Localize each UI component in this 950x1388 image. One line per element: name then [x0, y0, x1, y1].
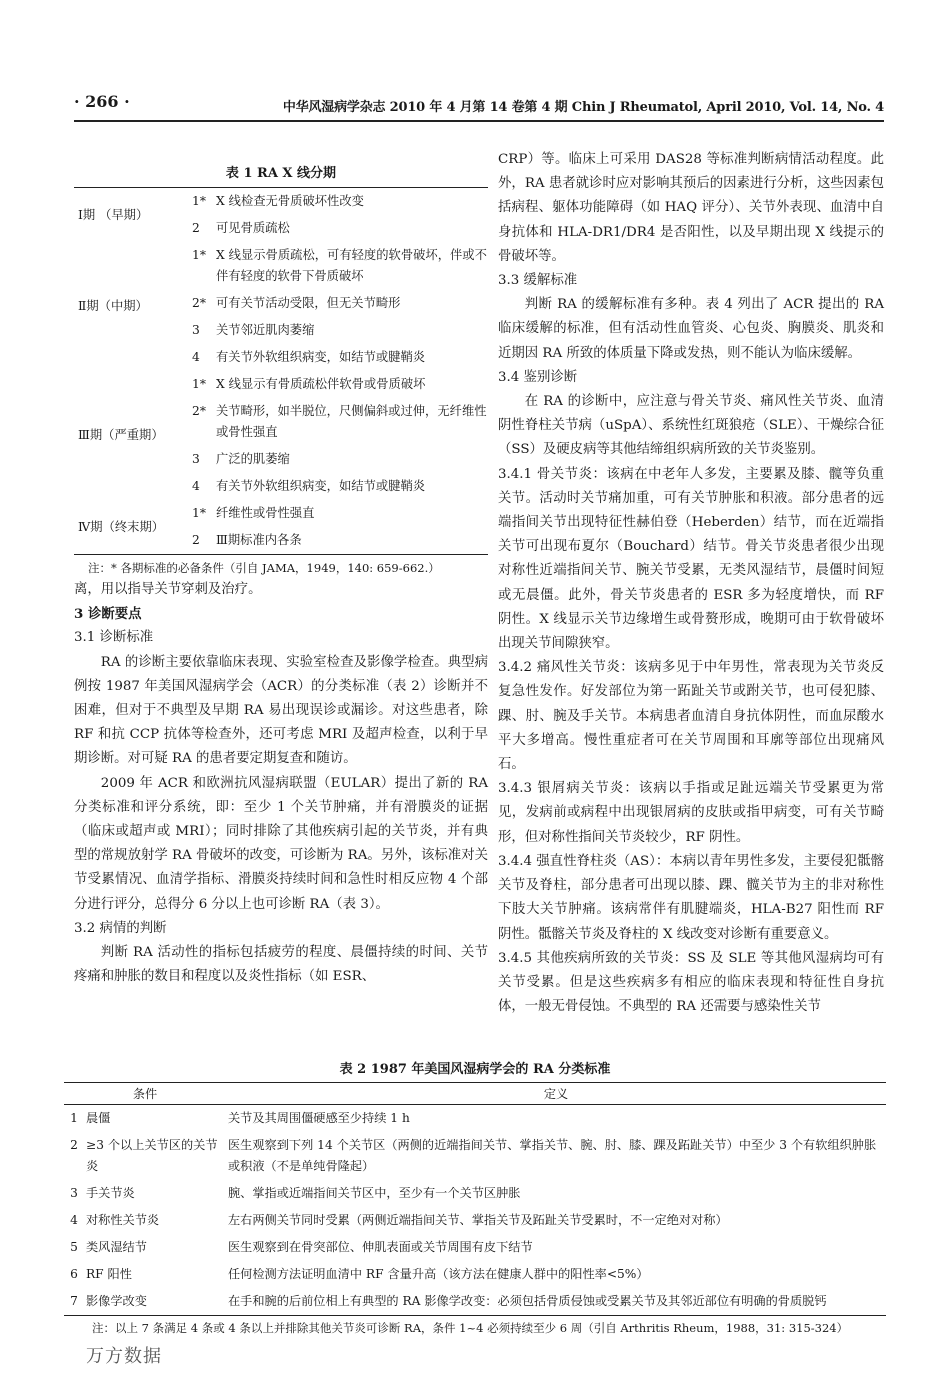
subsection-heading: 3.2 病情的判断	[74, 920, 167, 936]
stage-label: Ⅳ期（终末期）	[78, 519, 165, 534]
criterion-text: 可见骨质疏松	[216, 221, 290, 235]
criterion-text: 可有关节活动受限，但无关节畸形	[216, 296, 401, 310]
criterion-number: 2	[192, 533, 200, 547]
paragraph: 判断 RA 的缓解标准有多种。表 4 列出了 ACR 提出的 RA 临床缓解的标准，但有活动性血管炎、心包炎、胸膜炎、肌炎和近期因 RA 所致的体质量下降或发热，则不能认为临床缓解。	[498, 297, 884, 361]
table-2-note: 注：以上 7 条满足 4 条或 4 条以上并排除其他关节炎可诊断 RA，条件 1~4 必须持续至少 6 周（引自 Arthritis Rheum，1988，31: 315-324）	[92, 1321, 849, 1335]
column-header-definition: 定义	[226, 1083, 886, 1105]
paragraph: 判断 RA 活动性的指标包括疲劳的程度、晨僵持续的时间、关节疼痛和肿胀的数目和程度以及炎性指标（如 ESR、	[74, 945, 488, 985]
table-2-grid	[64, 1082, 886, 1316]
paragraph: 2009 年 ACR 和欧洲抗风湿病联盟（EULAR）提出了新的 RA 分类标准和评分系统，即：至少 1 个关节肿痛，并有滑膜炎的证据（临床或超声或 MRI）；同时排除了其他疾病引起的关节炎，并有典型的常规放射学 RA 骨破坏的改变，可诊断为 RA。另外，该标准对关节受累情况、血清学指标、滑膜炎持续时间和急性时相反应物 4 个部分进行评分，总得分 6 分以上也可诊断 RA（表 3）。	[74, 775, 488, 912]
row-definition: 关节及其周围僵硬感至少持续 1 h	[228, 1111, 410, 1125]
row-number: 7	[64, 1288, 84, 1316]
criterion-text: Ⅲ期标准内各条	[216, 533, 302, 547]
criterion-number: 3	[192, 323, 200, 337]
row-number: 3	[70, 1186, 78, 1200]
header-rule	[74, 120, 884, 122]
table-1-grid	[74, 187, 488, 555]
criterion-number: 1*	[192, 194, 206, 208]
subsection-heading: 3.4 鉴别诊断	[498, 369, 578, 385]
paragraph: 3.4.4 强直性脊柱炎（AS）：本病以青年男性多发，主要侵犯骶髂关节及脊柱，部分患者可出现以膝、踝、髋关节为主的非对称性下肢大关节肿痛。该病常伴有肌腱端炎，HLA-B27 阳性而 RF 阴性。骶髂关节炎及脊柱的 X 线改变对诊断有重要意义。	[498, 853, 884, 942]
subsection-heading: 3.1 诊断标准	[74, 630, 154, 646]
stage-label: Ⅰ期 （早期）	[78, 207, 149, 222]
criterion-number: 4	[192, 350, 200, 364]
running-title: 中华风湿病学杂志 2010 年 4 月第 14 卷第 4 期 Chin J Rheumatol, April 2010, Vol. 14, No. 4	[282, 100, 884, 115]
criterion-number: 4	[192, 479, 200, 493]
row-condition: 影像学改变	[84, 1288, 226, 1316]
table-row	[64, 1288, 886, 1316]
row-definition: 左右两侧关节同时受累（两侧近端指间关节、掌指关节及跖趾关节受累时，不一定绝对对称）	[228, 1213, 728, 1227]
table-2	[64, 1058, 886, 1336]
section-heading: 3 诊断要点	[74, 606, 142, 623]
row-definition: 在手和腕的后前位相上有典型的 RA 影像学改变：必须包括骨质侵蚀或受累关节及其邻近部位有明确的骨质脱钙	[226, 1288, 886, 1316]
criterion-text: 广泛的肌萎缩	[216, 452, 290, 466]
table-row	[64, 1180, 886, 1207]
criterion-number: 1*	[192, 377, 206, 391]
paragraph: 3.4.1 骨关节炎：该病在中老年人多发，主要累及膝、髋等负重关节。活动时关节痛加重，可有关节肿胀和积液。部分患者的远端指间关节出现特征性赫伯登（Heberden）结节，而在近端指关节可出现布夏尔（Bouchard）结节。骨关节炎患者很少出现对称性近端指间关节、腕关节受累，无类风湿结节，晨僵时间短或无晨僵。此外，骨关节炎患者的 ESR 多为轻度增快，而 RF 阴性。X 线显示关节边缘增生或骨赘形成，晚期可由于软骨破坏出现关节间隙狭窄。	[498, 466, 884, 652]
subsection-heading: 3.3 缓解标准	[498, 273, 578, 289]
criterion-text: X 线显示骨质疏松，可有轻度的软骨破坏，伴或不伴有轻度的软骨下骨质破坏	[216, 248, 487, 283]
criterion-number: 2	[192, 221, 200, 235]
row-number: 4	[70, 1213, 78, 1227]
criterion-text: 关节畸形，如半脱位，尺侧偏斜或过伸，无纤维性或骨性强直	[216, 404, 487, 439]
table-row	[74, 500, 488, 527]
table-row	[74, 242, 488, 290]
row-condition: RF 阳性	[86, 1267, 132, 1281]
paragraph: 3.4.5 其他疾病所致的关节炎：SS 及 SLE 等其他风湿病均可有关节受累。但是这些疾病多有相应的临床表现和特征性自身抗体，一般无骨侵蚀。不典型的 RA 还需要与感染性关节	[498, 950, 884, 1015]
row-number: 2	[70, 1138, 78, 1152]
row-definition: 医生观察到在骨突部位、伸肌表面或关节周围有皮下结节	[228, 1240, 533, 1254]
criterion-text: X 线检查无骨质破坏性改变	[216, 194, 364, 208]
paragraph: 3.4.3 银屑病关节炎：该病以手指或足趾远端关节受累更为常见，发病前或病程中出现银屑病的皮肤或指甲病变，可有关节畸形，但对称性指间关节炎较少，RF 阴性。	[498, 781, 884, 845]
paragraph: 离，用以指导关节穿刺及治疗。	[74, 582, 262, 597]
criterion-text: 有关节外软组织病变，如结节或腱鞘炎	[216, 479, 426, 493]
row-condition: ≥3 个以上关节区的关节炎	[86, 1138, 218, 1173]
stage-label: Ⅲ期（严重期）	[78, 428, 164, 442]
row-definition: 医生观察到下列 14 个关节区（两侧的近端指间关节、掌指关节、腕、肘、膝、踝及跖趾关节）中至少 3 个有软组织肿胀或积液（不是单纯骨隆起）	[228, 1138, 877, 1173]
row-condition: 手关节炎	[86, 1186, 135, 1200]
table-row	[64, 1207, 886, 1234]
row-condition: 晨僵	[86, 1111, 111, 1125]
table-header-row	[64, 1083, 886, 1105]
criterion-text: 纤维性或骨性强直	[216, 506, 315, 520]
paragraph: CRP）等。临床上可采用 DAS28 等标准判断病情活动程度。此外，RA 患者就诊时应对影响其预后的因素进行分析，这些因素包括病程、躯体功能障碍（如 HAQ 评分）、关节外表现、血清中自身抗体和 HLA-DR1/DR4 是否阳性，以及早期出现 X 线提示的骨破坏等。	[498, 152, 884, 264]
table-row	[74, 371, 488, 398]
criterion-number: 3	[192, 452, 200, 466]
criterion-number: 1*	[192, 506, 206, 520]
stage-label: Ⅱ期（中期）	[78, 299, 148, 313]
paragraph: RA 的诊断主要依靠临床表现、实验室检查及影像学检查。典型病例按 1987 年美国风湿病学会（ACR）的分类标准（表 2）诊断并不困难，但对于不典型及早期 RA 易出现误诊或漏诊。对这些患者，除 RF 和抗 CCP 抗体等检查外，还可考虑 MRI 及超声检查，以利于早期诊断。对可疑 RA 的患者要定期复查和随访。	[74, 654, 488, 767]
table-row	[64, 1105, 886, 1133]
row-condition: 类风湿结节	[86, 1240, 147, 1254]
row-condition: 对称性关节炎	[86, 1213, 160, 1227]
row-number: 6	[70, 1267, 78, 1281]
criterion-number: 2*	[192, 296, 206, 310]
row-number: 5	[70, 1240, 78, 1254]
row-definition: 腕、掌指或近端指间关节区中，至少有一个关节区肿胀	[228, 1186, 521, 1200]
column-header-condition: 条件	[64, 1083, 226, 1105]
table-1	[74, 162, 488, 576]
left-column	[74, 578, 488, 989]
row-number: 1	[70, 1111, 78, 1125]
page-number: · 266 ·	[74, 92, 130, 111]
criterion-number: 2*	[192, 404, 206, 418]
row-definition: 任何检测方法证明血清中 RF 含量升高（该方法在健康人群中的阳性率<5%）	[228, 1267, 649, 1281]
right-column	[498, 148, 884, 1019]
table-1-caption: 表 1 RA X 线分期	[225, 166, 337, 181]
table-row	[74, 188, 488, 216]
table-2-caption: 表 2 1987 年美国风湿病学会的 RA 分类标准	[339, 1062, 611, 1077]
watermark: 万方数据	[86, 1346, 162, 1367]
criterion-text: X 线显示有骨质疏松伴软骨或骨质破坏	[216, 377, 426, 391]
criterion-text: 关节邻近肌肉萎缩	[216, 323, 315, 337]
table-row	[64, 1261, 886, 1288]
table-row	[64, 1234, 886, 1261]
criterion-number: 1*	[192, 248, 206, 262]
table-row	[64, 1132, 886, 1180]
table-1-note: 注：* 各期标准的必备条件（引自 JAMA，1949，140: 659-662.）	[88, 561, 440, 575]
paragraph: 3.4.2 痛风性关节炎：该病多见于中年男性，常表现为关节炎反复急性发作。好发部位为第一跖趾关节或跗关节，也可侵犯膝、踝、肘、腕及手关节。本病患者血清自身抗体阴性，而血尿酸水平大多增高。慢性重症者可在关节周围和耳廓等部位出现痛风石。	[498, 660, 884, 773]
criterion-text: 有关节外软组织病变，如结节或腱鞘炎	[216, 350, 426, 364]
paragraph: 在 RA 的诊断中，应注意与骨关节炎、痛风性关节炎、血清阴性脊柱关节病（uSpA）、系统性红斑狼疮（SLE）、干燥综合征（SS）及硬皮病等其他结缔组织病所致的关节炎鉴别。	[498, 394, 884, 458]
